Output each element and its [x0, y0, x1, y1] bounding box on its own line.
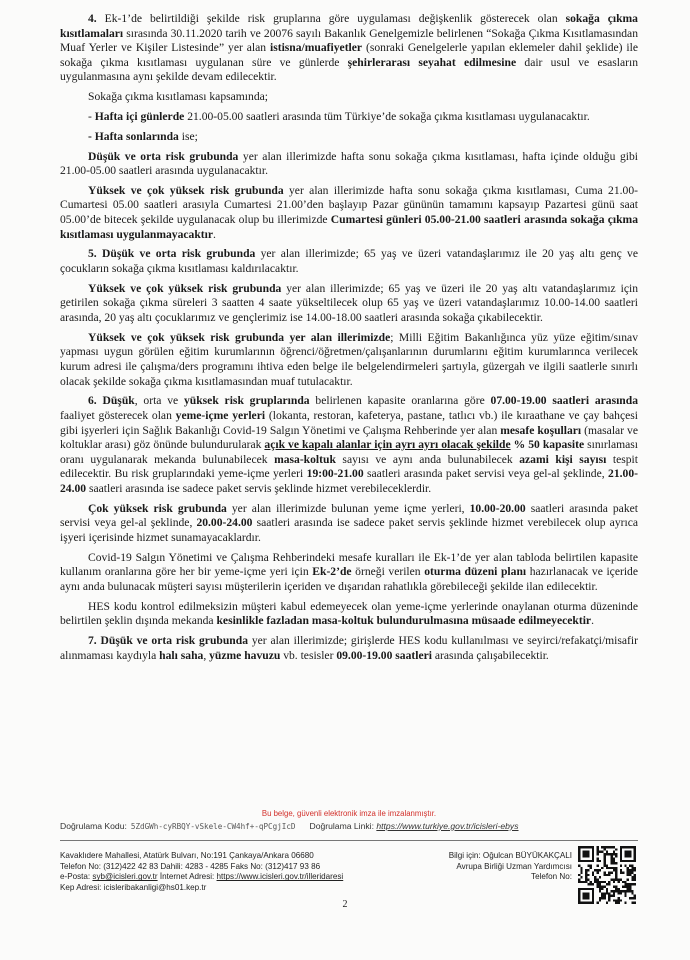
bold-text: Yüksek ve çok yüksek risk grubunda: [88, 183, 284, 197]
verification-link-label: Doğrulama Linki:: [309, 821, 374, 831]
verification-code-label: Doğrulama Kodu:: [60, 821, 127, 831]
text: Covid-19 Salgın Yönetimi ve Çalışma Rehberindeki mesafe kuralları ile Ek-1’de yer alan tabloda belirtilen kapasite kullanım oranlarına göre her bir yeme-içme yeri için: [60, 550, 638, 579]
text: yer alan illerimizde; 65 yaş ve üzeri vatandaşlarımız ile 20 yaş altı genç ve çocukların sokağa çıkma kısıtlaması kaldırılacaktır.: [60, 247, 638, 276]
text: (sonraki Genelgelerle yapılan eklemeler dahil şeklide) ile sokağa çıkma kısıtlaması uygulanan süre ve günlerde: [60, 41, 638, 69]
text: ise;: [178, 129, 198, 143]
text: örneği verilen: [351, 565, 425, 579]
text: ,: [203, 648, 210, 662]
text: .: [591, 614, 594, 628]
verification-link[interactable]: https://www.turkiye.gov.tr/icisleri-ebys: [376, 821, 519, 831]
text: sırasında 30.11.2020 tarih ve 20076 sayılı Bakanlık Genelgemizle belirlenen “Sokağa Çıkma Kısıtlamasından Muaf Yerler ve Kişiler Listesinde” yer alan: [60, 26, 638, 55]
text: (masalar ve koltuklar arası) göz önünde bulundurularak: [60, 423, 638, 452]
dash: -: [88, 109, 95, 123]
text: belirlenen kapasite oranlarına göre: [309, 394, 491, 408]
bold-text: sokağa çıkma kısıtlamaları: [60, 12, 638, 40]
text: Ek-1’de belirtildiği şekilde risk gruplarına göre uygulaması değişkenlik gösterecek olan: [96, 12, 566, 25]
paragraph-5-education: [60, 331, 638, 389]
bold-text: halı saha: [159, 648, 204, 662]
scope-line: Sokağa çıkma kısıtlaması kapsamında;: [88, 90, 268, 104]
bold-text: masa-koltuk: [274, 452, 336, 466]
text: saatleri arasında paket servisi veya gel-al şeklinde,: [60, 501, 638, 530]
verification-code: 5ZdGWh-cyRBQY-vSkele-CW4hf+-qPCgjIcD: [130, 822, 296, 831]
bold-text: 10.00-20.00: [469, 501, 526, 515]
text: saatleri arasında ise sadece paket servis şeklinde hizmet verebilecek olup ayrıca işyeri içerisinde hizmet sunamayacaklardır.: [60, 516, 638, 544]
bold-text: oturma düzeni planı: [424, 565, 527, 579]
bold-text: Yüksek ve çok yüksek risk grubunda yer alan illerimizde: [88, 330, 391, 344]
text: HES kodu kontrol edilmeksizin müşteri kabul edemeyecek olan yeme-içme yerlerinde onaylanan oturma düzeninde belirtilen şeklin dışında mekanda: [60, 599, 638, 628]
bold-text: Ek-2’de: [312, 565, 352, 579]
e-signature-verification: [60, 808, 638, 833]
text: 21.00-05.00 saatleri arasında tüm Türkiye’de sokağa çıkma kısıtlaması uygulanacaktır.: [184, 109, 590, 123]
page-number: 2: [342, 899, 348, 910]
text: ; Milli Eğitim Bakanlığınca yüz yüze eğitim/sınav yapması uygun görülen eğitim kurumlarının öğrenci/öğretmen/çalışanlarının durumlarını eğitim kurumlarınca verilecek kurum adresi ile çalışma/ders programını ihtiva eden belge ile belgelendirmeleri şartıyla, güzergah ve ilgili saatlerle sınırlı olacak şekilde sokağa çıkma kısıtlamasından muaf tutulacaktır.: [60, 330, 638, 388]
paragraph-5-high-risk: [60, 282, 638, 326]
bold-text: - Hafta sonlarında: [88, 129, 179, 143]
text: tespit edilecektir. Bu risk gruplarındaki yeme-içme yerleri: [60, 452, 638, 481]
bold-text: 7. Düşük ve orta risk grubunda: [88, 634, 248, 647]
bold-text: Hafta içi günlerde: [94, 109, 185, 123]
low-risk-paragraph: [60, 150, 638, 179]
high-risk-paragraph: [60, 184, 638, 242]
text: yer alan illerimizde; girişlerde HES kodu kullanılması ve seyirci/refakatçi/misafir alınmaması kaydıyla: [60, 634, 638, 662]
text: yer alan illerimizde; 65 yaş ve üzeri ile 20 yaş altı vatandaşlarımız için getirilen sokağa çıkma süreleri 3 saatten 4 saate yükseltilecek olup 65 yaş ve üzeri vatandaşlarımız 10.00-14.00 saatleri arasında, 20 yaş altı çocuklarımız ve gençlerimiz ise 14.00-18.00 saatleri arasında sokağa çıkabilecektir.: [60, 281, 638, 324]
qr-code-icon[interactable]: [578, 846, 636, 904]
info-label: Bilgi için: Oğulcan BÜYÜKAKÇALI: [448, 851, 572, 860]
footer-contact-person: [412, 851, 572, 883]
text: (lokanta, restoran, kafeterya, pastane, tatlıcı vb.) ile kıraathane ve çay bahçesi gibi işyerleri için Sağlık Bakanlığı Covid-19 Salgın Yönetimi ve Çalışma Rehberinde yer alan: [60, 408, 639, 437]
text: vb. tesisler: [280, 648, 337, 662]
signed-note: Bu belge, güvenli elektronik imza ile imzalanmıştır.: [261, 809, 437, 818]
text: saatleri arasında paket servisi veya gel-al şeklinde,: [363, 467, 609, 481]
bold-text: Düşük ve orta risk grubunda: [88, 149, 239, 163]
bold-text: Cumartesi günleri 05.00-21.00 saatleri arasında sokağa çıkma kısıtlaması uygulanmayacaktır: [60, 213, 638, 241]
paragraph-6: [60, 394, 638, 496]
bold-text: azami kişi sayısı: [519, 452, 607, 466]
info-phone: Telefon No:: [531, 872, 572, 882]
text: yer alan illerimizde hafta sonu sokağa çıkma kısıtlaması, hafta içinde olduğu gibi 21.00-05.00 saatleri arasında uygulanacaktır.: [60, 149, 638, 178]
text: dair usul ve esasların uygulanmasına aynı şekilde devam edilecektir.: [60, 55, 639, 84]
bold-text: kesinlikle fazladan masa-koltuk bulundurulmasına müsaade edilmeyecektir: [216, 614, 592, 628]
text: yer alan illerimizde bulunan yeme içme yerleri,: [226, 501, 470, 515]
text: faaliyet gösterecek olan: [60, 408, 176, 422]
paragraph-5: [60, 247, 638, 276]
bold-text: 21.00-24.00: [60, 467, 638, 495]
paragraph-7: [60, 634, 638, 663]
item-number: 4.: [88, 12, 97, 25]
bold-text: Yüksek ve çok yüksek risk grubunda: [88, 281, 282, 295]
paragraph-4: [60, 12, 638, 85]
bold-text: yeme-içme yerleri: [175, 408, 266, 422]
bold-text: 6. Düşük: [88, 394, 135, 408]
text: arasında çalışabilecektir.: [431, 648, 549, 662]
document-body: [60, 12, 638, 668]
paragraph-6-hes-code: [60, 600, 638, 629]
text: .: [213, 227, 216, 241]
bold-text: şehirlerarası seyahat edilmesine: [347, 55, 517, 69]
footer-divider: [60, 840, 638, 841]
info-title: Avrupa Birliği Uzman Yardımcısı: [456, 861, 572, 871]
footer-address: Kavaklıdere Mahallesi, Atatürk Bulvarı, No:191 Çankaya/Ankara 06680: [60, 851, 314, 860]
bold-text: yüksek risk gruplarında: [183, 394, 310, 408]
weekend-item: [60, 130, 638, 145]
bold-text: yüzme havuzu: [209, 648, 281, 662]
bold-underlined-text: açık ve kapalı alanlar için ayrı ayrı olacak şekilde: [264, 438, 511, 452]
paragraph-6-seating-plan: [60, 551, 638, 595]
bold-text: 19:00-21.00: [306, 467, 364, 481]
bold-text: 20.00-24.00: [196, 516, 253, 530]
text: hazırlanacak ve içeride aynı anda bulunacak müşteri sayısı müşterilerin içeriden ve dışarıdan rahatlıkla görebileceği şekilde ilan edilecektir.: [60, 565, 638, 593]
bold-text: istisna/muafiyetler: [269, 41, 363, 55]
text: , orta ve: [134, 394, 184, 408]
bold-text: mesafe koşulları: [500, 423, 582, 437]
text: saatleri arasında ise sadece paket servis şeklinde hizmet verebileceklerdir.: [86, 481, 432, 495]
footer-kep: Kep Adresi: icisleribakanligi@hs01.kep.tr: [60, 882, 207, 892]
bold-text: 07.00-19.00 saatleri arasında: [490, 394, 638, 408]
email-link[interactable]: syb@icisleri.gov.tr: [92, 872, 158, 882]
paragraph-6-very-high-risk: [60, 502, 638, 546]
text: sınırlaması oranı uygulanarak mekanda bulunabilecek: [60, 438, 638, 466]
text: sayısı ve aynı anda bulunabilecek: [335, 452, 520, 466]
web-label: İnternet Adresi:: [157, 872, 217, 882]
bold-text: % 50 kapasite: [510, 438, 585, 452]
text: yer alan illerimizde hafta sonu sokağa çıkma kısıtlaması, Cuma 21.00-Cumartesi 05.00 saatleri arasıyla Cumartesi 21.00’den başlayıp Pazar gününün tamamını kapsayıp Pazartesi günü saat 05.00’de bitecek şekilde uygulanacak olup bu illerimizde: [60, 183, 638, 227]
web-link[interactable]: https://www.icisleri.gov.tr/illeridaresi: [216, 872, 344, 882]
bold-text: Çok yüksek risk grubunda: [88, 501, 227, 515]
verification-row: [60, 820, 638, 833]
footer-contact: [60, 851, 410, 893]
weekday-item: [60, 110, 638, 125]
bold-text: 09.00-19.00 saatleri: [336, 648, 432, 662]
footer-phone: Telefon No: (312)422 42 83 Dahili: 4283 - 4285 Faks No: (312)417 93 86: [60, 861, 321, 871]
footer-email-web: [60, 872, 410, 883]
email-label: e-Posta:: [60, 872, 93, 882]
bold-text: 5. Düşük ve orta risk grubunda: [88, 247, 256, 261]
